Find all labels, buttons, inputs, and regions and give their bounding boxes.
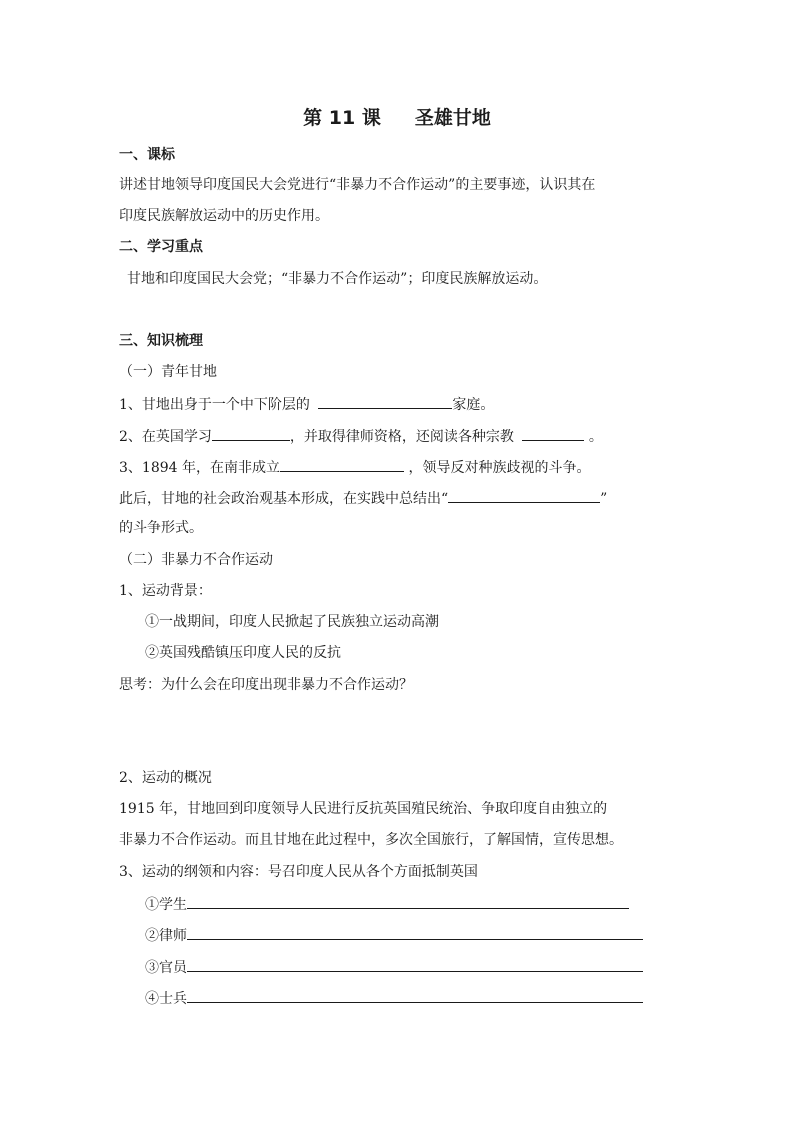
program-item-students [145, 894, 629, 914]
answer-line-lawyers[interactable] [187, 925, 643, 940]
answer-blank-4[interactable] [280, 457, 404, 472]
overview-heading: 2、运动的概况 [119, 770, 212, 786]
question-1 [119, 394, 494, 414]
section-heading-key-points: 二、学习重点 [119, 239, 203, 255]
overview-text-2: 非暴力不合作运动。而且甘地在此过程中，多次全国旅行，了解国情，宣传思想。 [119, 832, 623, 848]
answer-blank-5[interactable] [448, 488, 600, 503]
section-heading-knowledge: 三、知识梳理 [119, 333, 203, 349]
lesson-number: 第 11 课 [303, 107, 381, 129]
question-2-text-c: 。 [588, 429, 603, 445]
page-title [0, 106, 794, 130]
question-2 [119, 426, 603, 446]
question-2-text-b: ，并取得律师资格，还阅读各种宗教 [289, 429, 514, 445]
program-item-label: ③官员 [145, 960, 187, 976]
overview-text-1: 1915 年，甘地回到印度领导人民进行反抗英国殖民统治、争取印度自由独立的 [119, 801, 608, 817]
part1-heading: （一）青年甘地 [119, 364, 217, 380]
curriculum-text-2: 印度民族解放运动中的历史作用。 [119, 208, 329, 224]
question-4-text-b: ” [600, 491, 608, 507]
think-question: 思考：为什么会在印度出现非暴力不合作运动？ [119, 677, 413, 693]
program-item-label: ④士兵 [145, 991, 187, 1007]
program-item-officials [145, 957, 643, 977]
question-3-text-b: ，领导反对种族歧视的斗争。 [408, 460, 591, 476]
question-4-text-a: 此后，甘地的社会政治观基本形成，在实践中总结出“ [119, 491, 449, 507]
section-heading-curriculum: 一、课标 [119, 147, 175, 163]
answer-line-students[interactable] [187, 894, 629, 909]
program-item-soldiers [145, 988, 643, 1008]
question-4 [119, 488, 607, 508]
question-3-text-a: 3、1894 年，在南非成立 [119, 460, 280, 476]
program-item-label: ①学生 [145, 897, 187, 913]
answer-blank-3[interactable] [522, 426, 584, 441]
lesson-name: 圣雄甘地 [414, 107, 491, 129]
program-item-lawyers [145, 925, 643, 945]
question-1-text-b: 家庭。 [452, 397, 495, 413]
part2-heading: （二）非暴力不合作运动 [119, 552, 273, 568]
question-4-continued: 的斗争形式。 [119, 520, 203, 536]
question-2-text-a: 2、在英国学习 [119, 429, 212, 445]
program-heading: 3、运动的纲领和内容：号召印度人民从各个方面抵制英国 [119, 864, 478, 880]
program-item-label: ②律师 [145, 928, 187, 944]
background-heading: 1、运动背景： [119, 583, 212, 599]
curriculum-text-1: 讲述甘地领导印度国民大会党进行“非暴力不合作运动”的主要事迹，认识其在 [119, 177, 596, 193]
answer-line-officials[interactable] [187, 957, 643, 972]
question-1-text-a: 1、甘地出身于一个中下阶层的 [119, 397, 310, 413]
background-item-2: ②英国残酷镇压印度人民的反抗 [145, 645, 341, 661]
key-points-text: 甘地和印度国民大会党；“非暴力不合作运动”；印度民族解放运动。 [127, 271, 548, 287]
answer-blank-2[interactable] [212, 426, 290, 441]
question-3 [119, 457, 590, 477]
answer-blank-1[interactable] [318, 394, 452, 409]
answer-line-soldiers[interactable] [187, 988, 643, 1003]
background-item-1: ①一战期间，印度人民掀起了民族独立运动高潮 [145, 614, 439, 630]
